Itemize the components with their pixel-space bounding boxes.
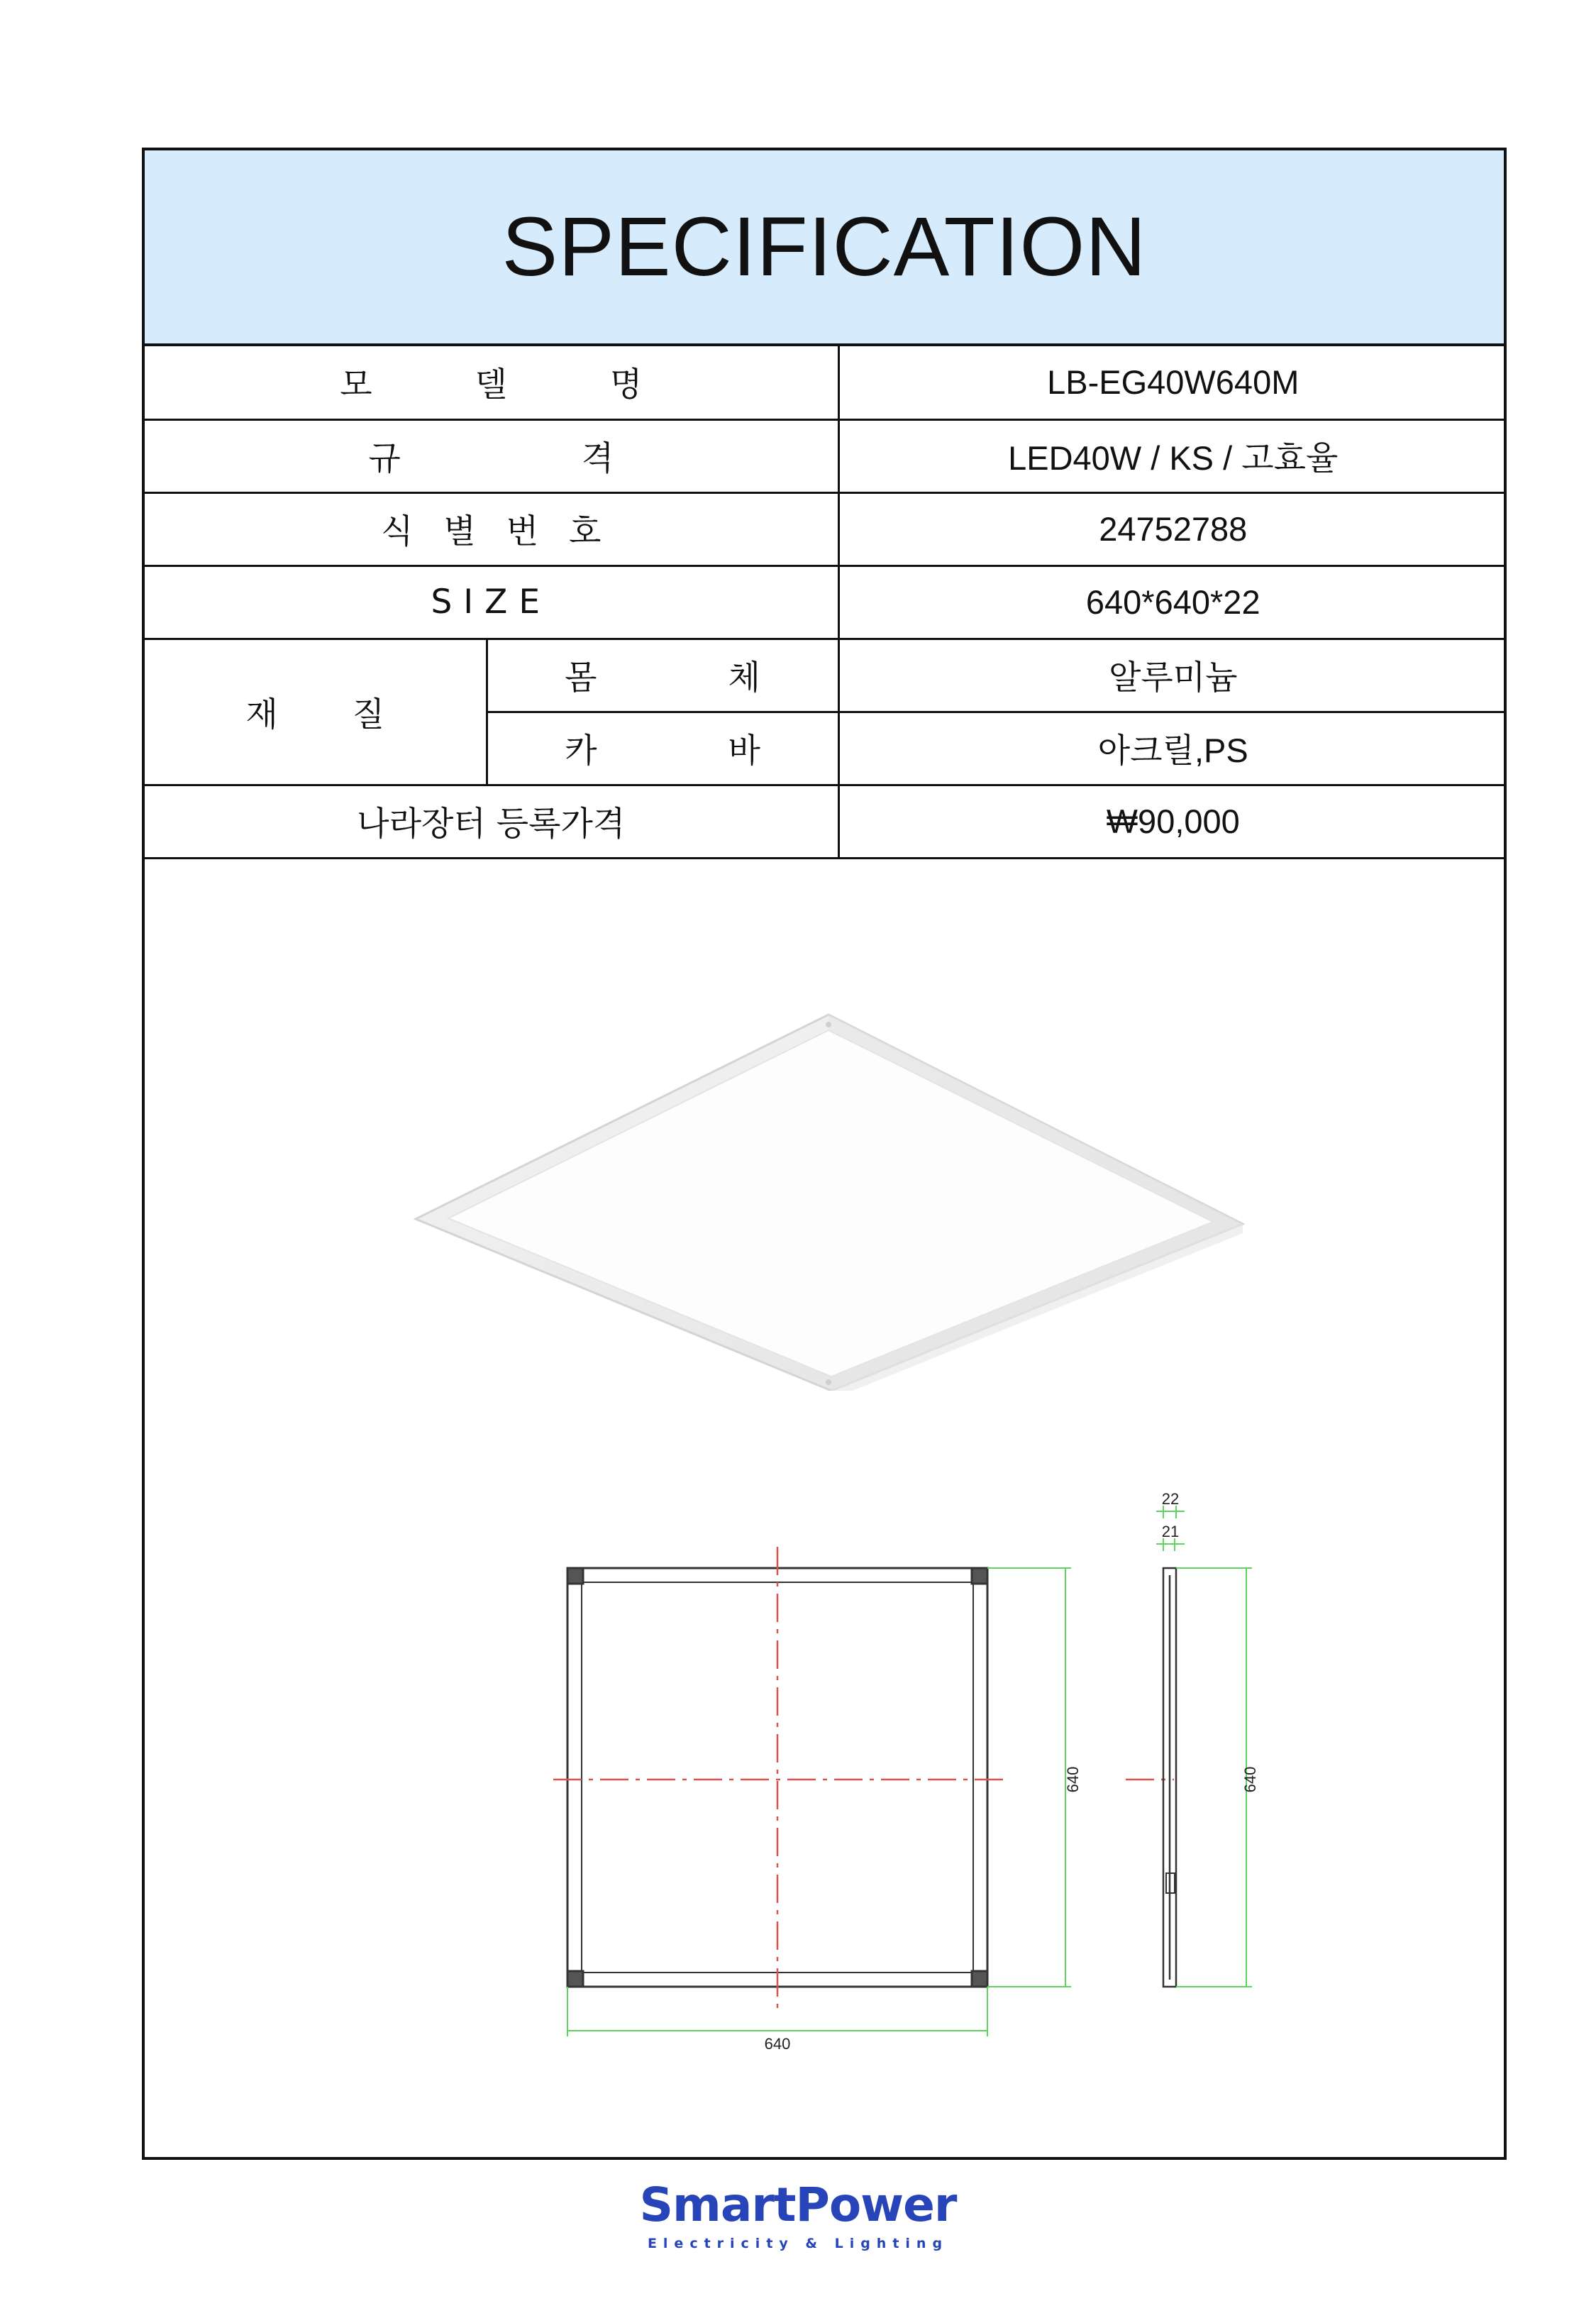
price-value: ₩90,000 [838,785,1507,858]
technical-drawing [539,1476,1277,2079]
depth-outer-label: 22 [1161,1490,1180,1508]
table-row [145,566,1507,639]
size-value: 640*640*22 [838,566,1507,639]
brand-tagline: Electricity & Lighting [647,2236,949,2251]
material-cover-value: 아크릴,PS [838,712,1507,785]
front-width-label: 640 [764,2035,791,2053]
id-value: 24752788 [838,492,1507,566]
model-value: LB-EG40W640M [838,346,1507,419]
brand-name: SmartPower [639,2178,957,2232]
table-row [145,419,1507,492]
side-height-label: 640 [1241,1766,1259,1793]
side-view [1163,1568,1176,1987]
material-body-value: 알루미늄 [838,639,1507,712]
material-body-label: 몸 체 [487,639,838,712]
model-label: 모 델 명 [145,346,838,419]
front-height-label: 640 [1064,1766,1082,1793]
title-band [145,150,1504,346]
spec-label: 규 격 [145,419,838,492]
material-label: 재 질 [145,639,487,785]
depth-inner-label: 21 [1161,1523,1180,1540]
product-image [411,1008,1248,1391]
brand-logo [0,2177,1596,2253]
table-row [145,785,1507,858]
price-label: 나라장터 등록가격 [145,785,838,858]
table-row [145,639,1507,712]
table-row [145,492,1507,566]
spec-value: LED40W / KS / 고효율 [838,419,1507,492]
spec-table [145,346,1507,859]
table-row [145,346,1507,419]
material-cover-label: 카 바 [487,712,838,785]
size-label: SIZE [145,566,838,639]
page-title: SPECIFICATION [501,200,1147,294]
id-label: 식 별 번 호 [145,492,838,566]
